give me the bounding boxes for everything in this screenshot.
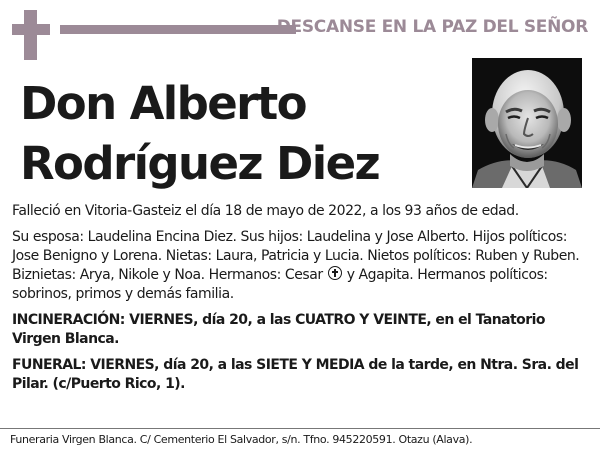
latin-cross-icon — [12, 10, 50, 60]
header-rule — [60, 25, 296, 34]
death-notice: Falleció en Vitoria-Gasteiz el día 18 de mayo de 2022, a los 93 años de edad. — [12, 203, 519, 219]
header — [12, 10, 588, 50]
deceased-name-line1: Don Alberto — [20, 77, 306, 130]
family-list-part1: Su esposa: Laudelina Encina Diez. Sus hijos: Laudelina y Jose Alberto. Hijos políticos: Jose Benigno y Lorena. Nietas: Laura, Patricia y Lucia. Nietos políticos: Ruben y Ruben. Biznietas: Arya, Nikole y Noa. Hermanos: Cesar — [12, 229, 580, 283]
footer-divider — [0, 428, 600, 429]
deceased-photo — [472, 58, 582, 188]
notice-body — [12, 202, 592, 401]
deceased-name — [20, 74, 460, 194]
header-title: DESCANSE EN LA PAZ DEL SEÑOR — [276, 17, 588, 37]
circled-cross-icon — [328, 266, 342, 280]
family-list — [12, 228, 592, 304]
funeral-info: FUNERAL: VIERNES, día 20, a las SIETE Y MEDIA de la tarde, en Ntra. Sra. del Pilar. (c/Puerto Rico, 1). — [12, 357, 579, 392]
incineration-info: INCINERACIÓN: VIERNES, día 20, a las CUATRO Y VEINTE, en el Tanatorio Virgen Blanca. — [12, 312, 545, 347]
deceased-name-line2: Rodríguez Diez — [20, 137, 380, 190]
family-list-part2: y Agapita. Hermanos políticos: sobrinos, primos y demás familia. — [12, 267, 548, 302]
funeral-home-info: Funeraria Virgen Blanca. C/ Cementerio El Salvador, s/n. Tfno. 945220591. Otazu (Alava). — [10, 433, 473, 446]
